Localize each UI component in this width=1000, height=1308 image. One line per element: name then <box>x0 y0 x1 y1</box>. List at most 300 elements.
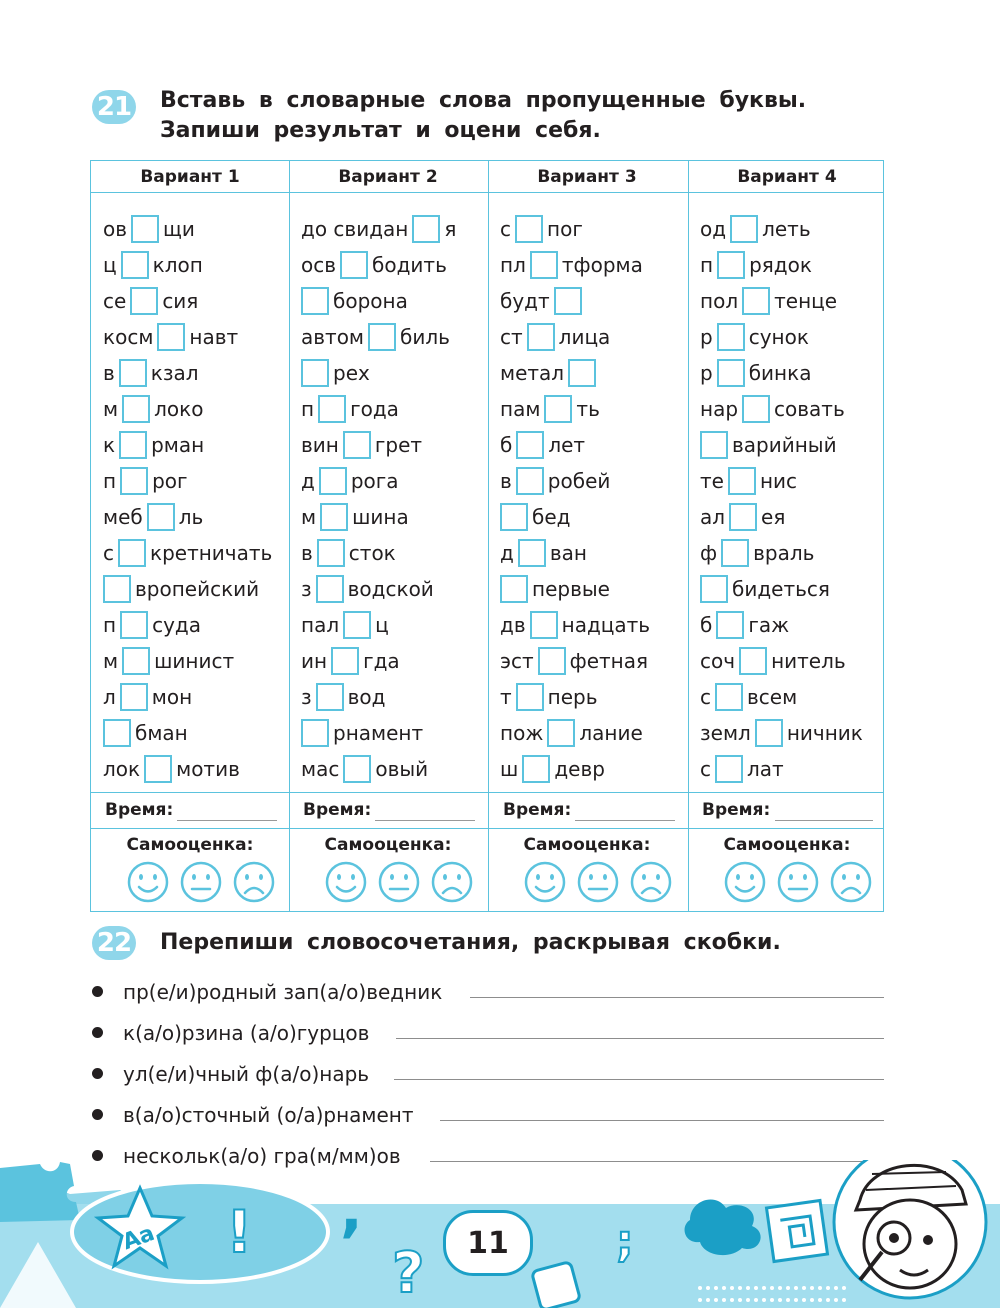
word-suffix: рех <box>333 361 370 385</box>
dictionary-word <box>700 247 812 283</box>
missing-letter-box[interactable] <box>547 719 575 747</box>
missing-letter-box[interactable] <box>130 287 158 315</box>
word-prefix: п <box>103 469 117 493</box>
dictionary-word <box>103 355 199 391</box>
dictionary-word <box>700 211 811 247</box>
word-suffix: вод <box>347 685 386 709</box>
comma-icon: , <box>340 1175 363 1245</box>
word-prefix: з <box>301 577 312 601</box>
word-prefix: земл <box>700 721 751 745</box>
word-prefix: дв <box>500 613 526 637</box>
dictionary-word <box>103 715 188 751</box>
word-suffix: ея <box>761 505 786 529</box>
missing-letter-box[interactable] <box>343 431 371 459</box>
word-prefix: с <box>700 685 711 709</box>
word-prefix: п <box>103 613 117 637</box>
letter-block-icon <box>532 1262 581 1308</box>
missing-letter-box[interactable] <box>715 755 743 783</box>
semicolon-icon: ; <box>616 1216 634 1267</box>
dictionary-word <box>500 319 610 355</box>
word-prefix: ов <box>103 217 128 241</box>
word-prefix: р <box>700 361 713 385</box>
dictionary-word <box>700 355 811 391</box>
dictionary-word <box>500 535 587 571</box>
dictionary-word <box>301 391 399 427</box>
word-suffix: года <box>350 397 399 421</box>
missing-letter-box[interactable] <box>320 503 348 531</box>
word-suffix: лание <box>579 721 643 745</box>
missing-letter-box[interactable] <box>122 647 150 675</box>
dictionary-word <box>103 571 259 607</box>
word-prefix: пож <box>500 721 544 745</box>
self-assessment-label: Самооценка: <box>324 835 452 855</box>
missing-letter-box[interactable] <box>318 395 346 423</box>
word-suffix: ть <box>576 397 600 421</box>
page-number: 11 <box>443 1210 533 1276</box>
word-suffix: ничник <box>786 721 863 745</box>
word-prefix: к <box>103 433 116 457</box>
dictionary-word <box>500 355 600 391</box>
dictionary-word <box>103 607 201 643</box>
missing-letter-box[interactable] <box>527 323 555 351</box>
dictionary-word <box>700 391 845 427</box>
missing-letter-box[interactable] <box>544 395 572 423</box>
word-suffix: я <box>444 217 457 241</box>
word-prefix: эст <box>500 649 534 673</box>
dictionary-word <box>103 751 240 787</box>
missing-letter-box[interactable] <box>530 251 558 279</box>
variant-header: Вариант 2 <box>338 167 438 187</box>
word-suffix: надцать <box>561 613 651 637</box>
missing-letter-box[interactable] <box>739 647 767 675</box>
smile-face-icon[interactable] <box>127 861 169 903</box>
missing-letter-box[interactable] <box>120 611 148 639</box>
time-label: Время: <box>503 800 572 820</box>
missing-letter-box[interactable] <box>522 755 550 783</box>
word-prefix: м <box>301 505 317 529</box>
word-prefix: метал <box>500 361 565 385</box>
word-suffix: фетная <box>569 649 649 673</box>
word-prefix: п <box>700 253 714 277</box>
answer-line[interactable] <box>440 1120 884 1121</box>
word-prefix: осв <box>301 253 337 277</box>
dictionary-word <box>700 463 797 499</box>
dictionary-word <box>103 427 204 463</box>
dictionary-word <box>301 751 428 787</box>
word-prefix: ц <box>103 253 117 277</box>
missing-letter-box[interactable] <box>343 611 371 639</box>
time-answer-line[interactable] <box>375 820 475 821</box>
phrase-text: к(а/о)рзина (а/о)гурцов <box>123 1021 370 1045</box>
missing-letter-box[interactable] <box>316 683 344 711</box>
missing-letter-box[interactable] <box>144 755 172 783</box>
word-prefix: од <box>700 217 727 241</box>
word-prefix: ин <box>301 649 328 673</box>
dictionary-word <box>301 571 434 607</box>
missing-letter-box[interactable] <box>103 719 131 747</box>
word-suffix: щи <box>163 217 195 241</box>
dictionary-word <box>500 715 643 751</box>
dictionary-word <box>301 607 389 643</box>
dictionary-word <box>103 463 188 499</box>
word-prefix: вин <box>301 433 339 457</box>
sad-face-icon[interactable] <box>630 861 672 903</box>
missing-letter-box[interactable] <box>518 539 546 567</box>
missing-letter-box[interactable] <box>368 323 396 351</box>
word-prefix: меб <box>103 505 143 529</box>
word-suffix: тенце <box>774 289 838 313</box>
neutral-face-icon[interactable] <box>777 861 819 903</box>
word-suffix: бинка <box>748 361 812 385</box>
missing-letter-box[interactable] <box>500 503 528 531</box>
dictionary-word <box>700 751 784 787</box>
dictionary-word <box>103 499 203 535</box>
phrase-text: пр(е/и)родный зап(а/о)ведник <box>123 980 443 1004</box>
word-prefix: м <box>103 397 119 421</box>
dictionary-word <box>500 499 570 535</box>
word-suffix: биль <box>400 325 450 349</box>
word-prefix: соч <box>700 649 736 673</box>
dictionary-word <box>500 211 583 247</box>
missing-letter-box[interactable] <box>331 647 359 675</box>
dictionary-word <box>301 283 408 319</box>
spiral-square-icon <box>767 1201 828 1262</box>
dictionary-word <box>301 643 400 679</box>
missing-letter-box[interactable] <box>530 611 558 639</box>
missing-letter-box[interactable] <box>119 359 147 387</box>
dictionary-word <box>500 391 600 427</box>
logo-text: Aa <box>119 1220 158 1256</box>
sad-face-icon[interactable] <box>233 861 275 903</box>
word-prefix: нар <box>700 397 739 421</box>
missing-letter-box[interactable] <box>717 359 745 387</box>
missing-letter-box[interactable] <box>412 215 440 243</box>
word-suffix: сунок <box>748 325 809 349</box>
missing-letter-box[interactable] <box>301 287 329 315</box>
word-suffix: сток <box>348 541 396 565</box>
word-suffix: суда <box>152 613 201 637</box>
sad-face-icon[interactable] <box>830 861 872 903</box>
phrase-item <box>92 1056 369 1086</box>
word-suffix: нитель <box>771 649 846 673</box>
logo-oval <box>72 1182 328 1282</box>
missing-letter-box[interactable] <box>122 395 150 423</box>
missing-letter-box[interactable] <box>147 503 175 531</box>
question-icon: ? <box>392 1241 425 1306</box>
word-suffix: гаж <box>748 613 790 637</box>
neutral-face-icon[interactable] <box>180 861 222 903</box>
word-suffix: навт <box>189 325 239 349</box>
self-assessment-label: Самооценка: <box>723 835 851 855</box>
phrase-text: в(а/о)сточный (о/а)рнамент <box>123 1103 414 1127</box>
bullet-icon <box>92 1027 103 1038</box>
dictionary-word <box>301 427 422 463</box>
missing-letter-box[interactable] <box>715 683 743 711</box>
word-suffix: бман <box>135 721 188 745</box>
word-suffix: бед <box>532 505 571 529</box>
word-suffix: грет <box>374 433 423 457</box>
word-prefix: пал <box>301 613 340 637</box>
word-suffix: враль <box>753 541 815 565</box>
word-suffix: варийный <box>732 433 837 457</box>
word-suffix: совать <box>774 397 845 421</box>
exclamation-icon: ! <box>226 1198 253 1266</box>
smile-face-icon[interactable] <box>325 861 367 903</box>
dictionary-word <box>103 211 195 247</box>
dictionary-word <box>700 643 846 679</box>
word-suffix: борона <box>333 289 408 313</box>
word-prefix: з <box>301 685 312 709</box>
answer-line[interactable] <box>394 1079 884 1080</box>
dictionary-word <box>301 355 370 391</box>
phrase-item <box>92 1015 369 1045</box>
word-prefix: ш <box>500 757 519 781</box>
dictionary-word <box>103 247 203 283</box>
word-prefix: ст <box>500 325 523 349</box>
word-suffix: ль <box>178 505 204 529</box>
dictionary-word <box>500 643 648 679</box>
time-label: Время: <box>105 800 174 820</box>
word-prefix: будт <box>500 289 550 313</box>
phrase-text: нескольк(а/о) гра(м/мм)ов <box>123 1144 401 1168</box>
word-prefix: б <box>500 433 513 457</box>
word-prefix: автом <box>301 325 365 349</box>
word-suffix: рядок <box>749 253 812 277</box>
missing-letter-box[interactable] <box>120 683 148 711</box>
bullet-icon <box>92 1068 103 1079</box>
word-suffix: пог <box>547 217 583 241</box>
missing-letter-box[interactable] <box>742 287 770 315</box>
word-suffix: леть <box>762 217 811 241</box>
dictionary-word <box>700 283 837 319</box>
word-suffix: всем <box>747 685 798 709</box>
word-suffix: кретничать <box>150 541 273 565</box>
word-suffix: вропейский <box>135 577 260 601</box>
word-suffix: рог <box>152 469 188 493</box>
dictionary-word <box>103 679 192 715</box>
word-prefix: те <box>700 469 724 493</box>
word-prefix: т <box>500 685 512 709</box>
phrase-item <box>92 1097 414 1127</box>
word-suffix: мон <box>151 685 193 709</box>
missing-letter-box[interactable] <box>730 215 758 243</box>
dictionary-word <box>500 751 605 787</box>
missing-letter-box[interactable] <box>700 575 728 603</box>
dictionary-word <box>103 283 198 319</box>
word-suffix: клоп <box>152 253 203 277</box>
missing-letter-box[interactable] <box>516 467 544 495</box>
word-suffix: лица <box>558 325 611 349</box>
word-suffix: мотив <box>176 757 240 781</box>
dictionary-word <box>301 319 450 355</box>
missing-letter-box[interactable] <box>157 323 185 351</box>
word-prefix: в <box>301 541 313 565</box>
word-prefix: с <box>700 757 711 781</box>
word-prefix: с <box>103 541 114 565</box>
sad-face-icon[interactable] <box>431 861 473 903</box>
word-prefix: ал <box>700 505 726 529</box>
variant-header: Вариант 4 <box>737 167 837 187</box>
task-number-badge: 22 <box>92 926 136 960</box>
word-suffix: локо <box>154 397 204 421</box>
task-number-badge: 21 <box>92 90 136 124</box>
word-prefix: д <box>301 469 315 493</box>
missing-letter-box[interactable] <box>755 719 783 747</box>
word-suffix: овый <box>375 757 429 781</box>
dictionary-word <box>301 499 409 535</box>
task-instruction-line2: Запиши результат и оцени себя. <box>160 118 601 143</box>
word-prefix: пол <box>700 289 739 313</box>
dictionary-word <box>500 679 598 715</box>
puzzle-piece-icon <box>0 1162 80 1222</box>
variant-header: Вариант 1 <box>140 167 240 187</box>
dictionary-word <box>500 283 586 319</box>
dictionary-word <box>700 715 863 751</box>
smile-face-icon[interactable] <box>724 861 766 903</box>
dictionary-word <box>500 571 610 607</box>
missing-letter-box[interactable] <box>716 611 744 639</box>
smile-face-icon[interactable] <box>524 861 566 903</box>
dictionary-word <box>700 499 785 535</box>
dictionary-word <box>103 391 203 427</box>
dictionary-word <box>103 319 238 355</box>
missing-letter-box[interactable] <box>515 215 543 243</box>
missing-letter-box[interactable] <box>343 755 371 783</box>
dictionary-word <box>500 427 585 463</box>
dictionary-word <box>301 679 386 715</box>
missing-letter-box[interactable] <box>717 251 745 279</box>
time-answer-line[interactable] <box>177 820 277 821</box>
word-suffix: гда <box>363 649 400 673</box>
missing-letter-box[interactable] <box>301 719 329 747</box>
missing-letter-box[interactable] <box>316 575 344 603</box>
word-suffix: девр <box>554 757 605 781</box>
bullet-icon <box>92 1109 103 1120</box>
dictionary-word <box>700 571 830 607</box>
dictionary-word <box>500 607 650 643</box>
missing-letter-box[interactable] <box>103 575 131 603</box>
task-instruction-line1: Вставь в словарные слова пропущенные буквы. <box>160 88 807 113</box>
word-prefix: р <box>700 325 713 349</box>
dictionary-word <box>103 535 272 571</box>
self-assessment-label: Самооценка: <box>126 835 254 855</box>
time-label: Время: <box>702 800 771 820</box>
missing-letter-box[interactable] <box>717 323 745 351</box>
word-suffix: ц <box>375 613 389 637</box>
word-suffix: перь <box>547 685 598 709</box>
missing-letter-box[interactable] <box>500 575 528 603</box>
time-answer-line[interactable] <box>575 820 675 821</box>
word-prefix: пл <box>500 253 526 277</box>
neutral-face-icon[interactable] <box>378 861 420 903</box>
word-prefix: в <box>103 361 115 385</box>
missing-letter-box[interactable] <box>131 215 159 243</box>
word-suffix: рман <box>151 433 205 457</box>
missing-letter-box[interactable] <box>118 539 146 567</box>
missing-letter-box[interactable] <box>119 431 147 459</box>
word-prefix: мас <box>301 757 340 781</box>
word-suffix: рога <box>350 469 399 493</box>
answer-line[interactable] <box>470 997 884 998</box>
dictionary-word <box>700 607 789 643</box>
missing-letter-box[interactable] <box>340 251 368 279</box>
dictionary-word <box>700 679 797 715</box>
word-prefix: се <box>103 289 127 313</box>
missing-letter-box[interactable] <box>120 467 148 495</box>
self-assessment-label: Самооценка: <box>523 835 651 855</box>
word-prefix: б <box>700 613 713 637</box>
dictionary-word <box>301 211 456 247</box>
word-prefix: косм <box>103 325 154 349</box>
task-instruction: Перепиши словосочетания, раскрывая скобки. <box>160 930 781 955</box>
variant-header: Вариант 3 <box>537 167 637 187</box>
missing-letter-box[interactable] <box>729 503 757 531</box>
detective-boy-illustration <box>834 1160 986 1298</box>
missing-letter-box[interactable] <box>516 683 544 711</box>
answer-line[interactable] <box>396 1038 884 1039</box>
dictionary-word <box>301 715 423 751</box>
missing-letter-box[interactable] <box>121 251 149 279</box>
word-suffix: робей <box>547 469 611 493</box>
missing-letter-box[interactable] <box>728 467 756 495</box>
word-suffix: нис <box>759 469 798 493</box>
missing-letter-box[interactable] <box>516 431 544 459</box>
word-prefix: д <box>500 541 514 565</box>
missing-letter-box[interactable] <box>317 539 345 567</box>
word-suffix: первые <box>532 577 610 601</box>
dictionary-word <box>301 535 396 571</box>
word-suffix: лат <box>747 757 784 781</box>
word-suffix: водской <box>347 577 434 601</box>
word-suffix: кзал <box>150 361 199 385</box>
word-suffix: ван <box>549 541 587 565</box>
word-prefix: в <box>500 469 512 493</box>
bullet-icon <box>92 986 103 997</box>
dictionary-word <box>500 247 643 283</box>
word-prefix: л <box>103 685 116 709</box>
missing-letter-box[interactable] <box>301 359 329 387</box>
neutral-face-icon[interactable] <box>577 861 619 903</box>
missing-letter-box[interactable] <box>700 431 728 459</box>
word-suffix: бодить <box>372 253 447 277</box>
dictionary-word <box>500 463 610 499</box>
time-answer-line[interactable] <box>775 820 873 821</box>
dictionary-word <box>301 247 447 283</box>
missing-letter-box[interactable] <box>319 467 347 495</box>
word-prefix: п <box>301 397 315 421</box>
missing-letter-box[interactable] <box>568 359 596 387</box>
word-suffix: бидеться <box>732 577 830 601</box>
missing-letter-box[interactable] <box>538 647 566 675</box>
word-prefix: до свидан <box>301 217 409 241</box>
word-prefix: с <box>500 217 511 241</box>
word-suffix: рнамент <box>333 721 424 745</box>
word-suffix: тформа <box>561 253 643 277</box>
word-suffix: шинист <box>154 649 235 673</box>
missing-letter-box[interactable] <box>721 539 749 567</box>
dictionary-word <box>301 463 399 499</box>
phrase-text: ул(е/и)чный ф(а/о)нарь <box>123 1062 370 1086</box>
missing-letter-box[interactable] <box>742 395 770 423</box>
phrase-item <box>92 974 442 1004</box>
word-prefix: лок <box>103 757 141 781</box>
dictionary-word <box>700 535 814 571</box>
missing-letter-box[interactable] <box>554 287 582 315</box>
time-label: Время: <box>303 800 372 820</box>
dictionary-word <box>700 319 809 355</box>
word-suffix: лет <box>548 433 586 457</box>
dictionary-word <box>103 643 234 679</box>
